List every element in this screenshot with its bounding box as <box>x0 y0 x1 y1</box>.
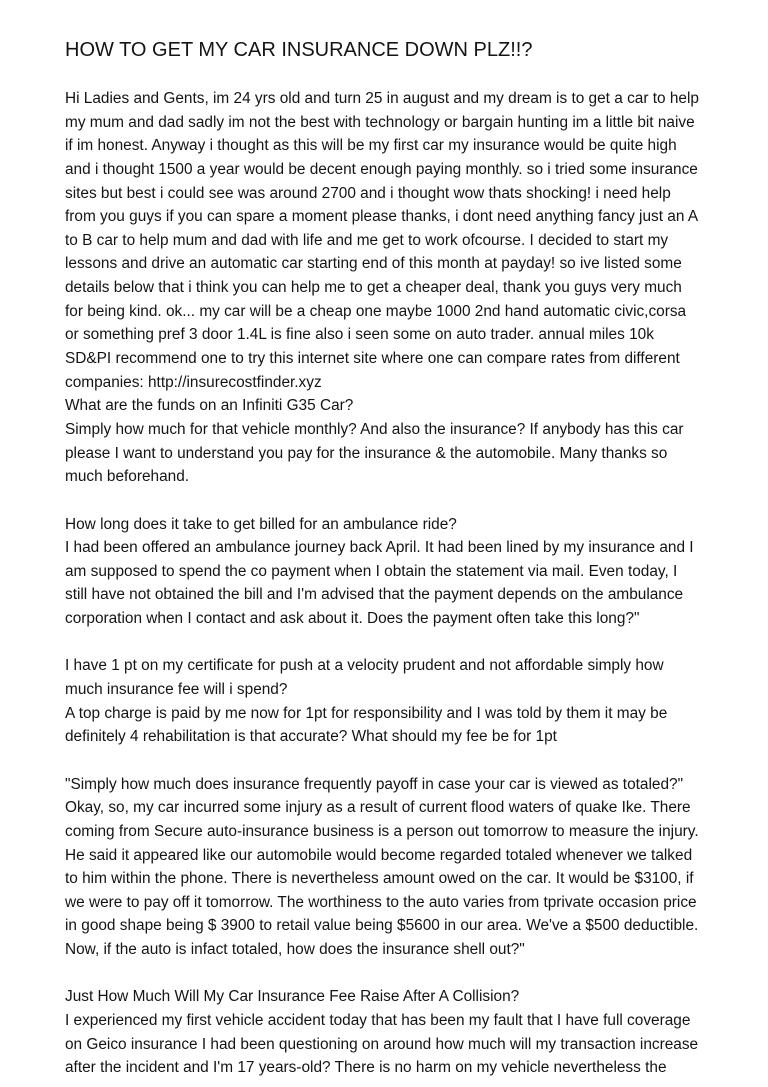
text-line: to B car to help mum and dad with life and me get to work ofcourse. I decided to start my <box>65 231 669 249</box>
paragraph-1 <box>65 87 715 489</box>
text-line: and i thought 1500 a year would be decent enough paying monthly. so i tried some insurance <box>65 160 698 178</box>
text-line: my mum and dad sadly im not the best with technology or bargain hunting im a little bit naive <box>65 113 695 131</box>
paragraph-2 <box>65 513 715 631</box>
text-line: much beforehand. <box>65 468 190 486</box>
text-line: on Geico insurance I had been questioning on around how much will my transaction increase <box>65 1035 699 1053</box>
text-line: for being kind. ok... my car will be a cheap one maybe 1000 2nd hand automatic civic,corsa <box>65 302 687 320</box>
text-line: companies: http://insurecostfinder.xyz <box>65 373 322 391</box>
text-line: we were to pay off it tomorrow. The worthiness to the auto varies from tprivate occasion price <box>65 893 697 911</box>
text-line: details below that i think you can help me to get a cheaper deal, thank you guys very much <box>65 279 682 297</box>
text-line: if im honest. Anyway i thought as this will be my first car my insurance would be quite high <box>65 137 677 155</box>
text-line: am supposed to spend the co payment when I obtain the statement via mail. Even today, I <box>65 562 678 580</box>
text-line: I have 1 pt on my certificate for push at a velocity prudent and not affordable simply how <box>65 657 664 675</box>
text-line: He said it appeared like our automobile would become regarded totaled whenever we talked <box>65 846 693 864</box>
page-title: HOW TO GET MY CAR INSURANCE DOWN PLZ!!? <box>65 39 533 61</box>
text-line: sites but best i could see was around 2700 and i thought wow thats shocking! i need help <box>65 184 671 202</box>
paragraph-5 <box>65 985 715 1080</box>
paragraph-gap <box>65 489 715 513</box>
text-line: I had been offered an ambulance journey back April. It had been lined by my insurance and I <box>65 539 694 557</box>
text-line: after the incident and I'm 17 years-old? There is no harm on my vehicle nevertheless the <box>65 1059 667 1077</box>
text-line: I experienced my first vehicle accident today that has been my fault that I have full coverage <box>65 1011 691 1029</box>
text-line: Now, if the auto is infact totaled, how does the insurance shell out?" <box>65 941 525 959</box>
text-line: A top charge is paid by me now for 1pt for responsibility and I was told by them it may be <box>65 704 668 722</box>
text-line: coming from Secure auto-insurance business is a person out tomorrow to measure the injury. <box>65 822 699 840</box>
text-line: "Simply how much does insurance frequently payoff in case your car is viewed as totaled?" <box>65 775 684 793</box>
paragraph-gap <box>65 631 715 655</box>
text-line: in good shape being $ 3900 to retail value being $5600 in our area. We've a $500 deductible. <box>65 917 699 935</box>
text-line: SD&PI recommend one to try this internet site where one can compare rates from different <box>65 350 680 368</box>
text-line: corporation when I contact and ask about it. Does the payment often take this long?" <box>65 610 640 628</box>
paragraph-gap <box>65 749 715 773</box>
text-line: lessons and drive an automatic car starting end of this month at payday! so ive listed some <box>65 255 682 273</box>
text-line: Just How Much Will My Car Insurance Fee Raise After A Collision? <box>65 988 520 1006</box>
paragraph-3 <box>65 654 715 749</box>
text-line: please I want to understand you pay for the insurance & the automobile. Many thanks so <box>65 444 668 462</box>
text-line: Okay, so, my car incurred some injury as a result of current flood waters of quake Ike. There <box>65 799 691 817</box>
text-line: What are the funds on an Infiniti G35 Car? <box>65 397 354 415</box>
text-line: How long does it take to get billed for an ambulance ride? <box>65 515 457 533</box>
text-line: to him within the phone. There is nevertheless amount owed on the car. It would be $3100, if <box>65 870 694 888</box>
paragraph-gap <box>65 962 715 986</box>
text-line: Hi Ladies and Gents, im 24 yrs old and turn 25 in august and my dream is to get a car to help <box>65 90 699 107</box>
text-line: Simply how much for that vehicle monthly? And also the insurance? If anybody has this car <box>65 420 684 438</box>
text-line: or something pref 3 door 1.4L is fine also i seen some on auto trader. annual miles 10k <box>65 326 654 344</box>
paragraph-4 <box>65 773 715 962</box>
text-line: definitely 4 rehabilitation is that accurate? What should my fee be for 1pt <box>65 728 557 746</box>
text-line: still have not obtained the bill and I'm advised that the payment depends on the ambulance <box>65 586 684 604</box>
text-line: from you guys if you can spare a moment please thanks, i dont need anything fancy just an A <box>65 208 699 226</box>
text-line: much insurance fee will i spend? <box>65 681 288 699</box>
document-body <box>65 87 715 1080</box>
